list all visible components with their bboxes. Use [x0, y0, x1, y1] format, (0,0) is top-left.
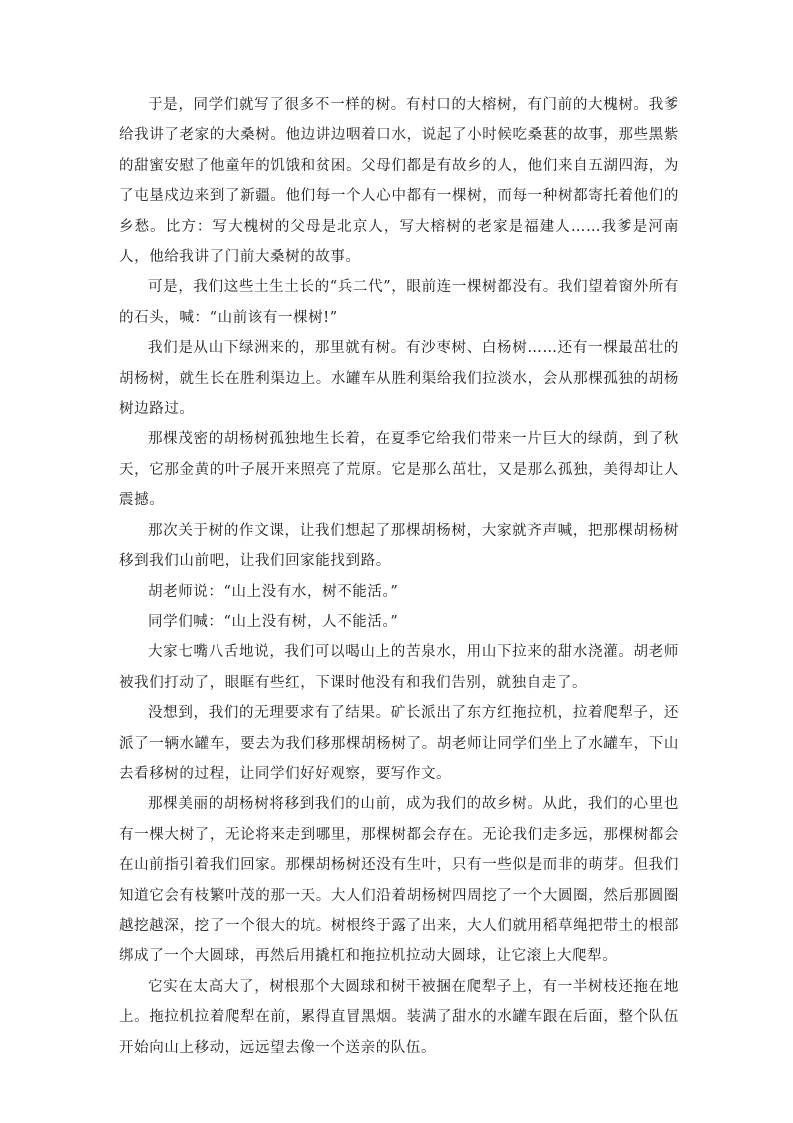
paragraph: 那棵美丽的胡杨树将移到我们的山前，成为我们的故乡树。从此，我们的心里也有一棵大树了，无论将来走到哪里，那棵树都会存在。无论我们走多远，那棵树都会在山前指引着我们回家。那棵胡杨树还没有生叶，只有一些似是而非的萌芽。但我们知道它会有枝繁叶茂的那一天。大人们沿着胡杨树四周挖了一个大圆圈，然后那圆圈越挖越深，挖了一个很大的坑。树根终于露了出来，大人们就用稻草绳把带土的根部绑成了一个大圆球，再然后用撬杠和拖拉机拉动大圆球，让它滚上大爬犁。	[119, 796, 679, 965]
paragraph: 它实在太高大了，树根那个大圆球和树干被捆在爬犁子上，有一半树枝还拖在地上。拖拉机拉着爬犁在前，累得直冒黑烟。装满了甜水的水罐车跟在后面，整个队伍开始向山上移动，远远望去像一个送亲的队伍。	[119, 978, 679, 1056]
paragraph: 没想到，我们的无理要求有了结果。矿长派出了东方红拖拉机，拉着爬犁子，还派了一辆水罐车，要去为我们移那棵胡杨树了。胡老师让同学们坐上了水罐车，下山去看移树的过程，让同学们好好观察，要写作文。	[119, 705, 679, 782]
paragraph: 大家七嘴八舌地说，我们可以喝山上的苦泉水，用山下拉来的甜水浇灌。胡老师被我们打动了，眼眶有些红，下课时他没有和我们告别，就独自走了。	[119, 644, 679, 691]
paragraph: 可是，我们这些土生土长的“兵二代”，眼前连一棵树都没有。我们望着窗外所有的石头，喊：“山前该有一棵树!”	[119, 279, 679, 326]
paragraph: 同学们喊：“山上没有树，人不能活。”	[148, 613, 399, 630]
paragraph: 我们是从山下绿洲来的，那里就有树。有沙枣树、白杨树……还有一棵最茁壮的胡杨树，就生长在胜利渠边上。水罐车从胜利渠给我们拉淡水，会从那棵孤独的胡杨树边路过。	[119, 340, 679, 418]
paragraph: 那次关于树的作文课，让我们想起了那棵胡杨树，大家就齐声喊，把那棵胡杨树移到我们山前吧，让我们回家能找到路。	[119, 522, 679, 570]
paragraph: 那棵茂密的胡杨树孤独地生长着，在夏季它给我们带来一片巨大的绿荫，到了秋天，它那金黄的叶子展开来照亮了荒原。它是那么茁壮，又是那么孤独，美得却让人震撼。	[119, 431, 679, 509]
paragraph: 胡老师说：“山上没有水，树不能活。”	[148, 583, 399, 600]
article-body	[119, 90, 679, 1063]
paragraph: 于是，同学们就写了很多不一样的树。有村口的大榕树，有门前的大槐树。我爹给我讲了老家的大桑树。他边讲边咽着口水，说起了小时候吃桑葚的故事，那些黑紫的甜蜜安慰了他童年的饥饿和贫困。父母们都是有故乡的人，他们来自五湖四海，为了屯垦戍边来到了新疆。他们每一个人心中都有一棵树，而每一种树都寄托着他们的乡愁。比方：写大槐树的父母是北京人，写大榕树的老家是福建人……我爹是河南人，他给我讲了门前大桑树的故事。	[119, 97, 679, 266]
